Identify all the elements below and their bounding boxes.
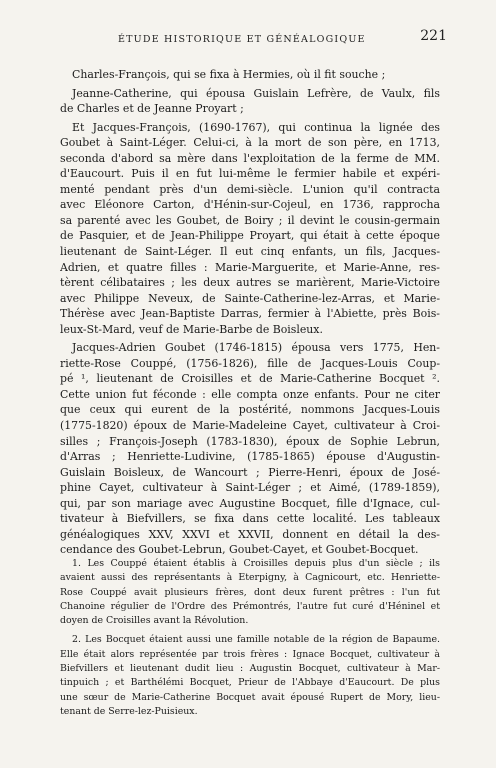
paragraph bbox=[60, 86, 440, 117]
text-line: menté pendant près d'un demi-siècle. L'union qu'il contracta bbox=[60, 182, 440, 196]
text-line: lieutenant de Saint-Léger. Il eut cinq enfants, un fils, Jacques- bbox=[60, 245, 440, 259]
text-line: Elle était alors représentée par trois frères : Ignace Bocquet, cultivateur à bbox=[60, 648, 440, 660]
text-line: cendance des Goubet-Lebrun, Goubet-Cayet, et Goubet-Bocquet. bbox=[60, 543, 419, 557]
text-line: seconda d'abord sa mère dans l'exploitation de la ferme de MM. bbox=[60, 151, 440, 165]
paragraph bbox=[60, 120, 440, 338]
footnotes bbox=[60, 557, 440, 719]
text-line: avec Eléonore Carton, d'Hénin-sur-Cojeul, en 1736, rapprocha bbox=[60, 198, 440, 212]
text-line: silles ; François-Joseph (1783-1830), époux de Sophie Lebrun, bbox=[60, 434, 440, 448]
text-line: une sœur de Marie-Catherine Bocquet avait épousé Rupert de Mory, lieu- bbox=[60, 691, 440, 703]
text-line: doyen de Croisilles avant la Révolution. bbox=[60, 615, 249, 627]
text-line: 2. Les Bocquet étaient aussi une famille notable de la région de Bapaume. bbox=[72, 634, 440, 646]
page-number: 221 bbox=[420, 28, 447, 44]
text-line: Thérèse avec Jean-Baptiste Darras, fermier à l'Abiette, près Bois- bbox=[60, 307, 440, 321]
text-line: Et Jacques-François, (1690-1767), qui continua la lignée des bbox=[72, 120, 440, 134]
text-line: pé ¹, lieutenant de Croisilles et de Marie-Catherine Bocquet ². bbox=[60, 372, 440, 386]
text-line: riette-Rose Couppé, (1756-1826), fille de Jacques-Louis Coup- bbox=[60, 356, 440, 370]
text-line: d'Arras ; Henriette-Ludivine, (1785-1865) épouse d'Augustin- bbox=[60, 450, 440, 464]
text-line: de Pasquier, et de Jean-Philippe Proyart, qui était à cette époque bbox=[60, 229, 440, 243]
text-line: tinpuich ; et Barthélémi Bocquet, Prieur de l'Abbaye d'Eaucourt. De plus bbox=[60, 677, 440, 689]
text-line: généalogiques XXV, XXVI et XXVII, donnent en détail la des- bbox=[60, 527, 440, 541]
text-line: leux-St-Mard, veuf de Marie-Barbe de Boisleux. bbox=[60, 322, 323, 336]
text-line: Jeanne-Catherine, qui épousa Guislain Lefrère, de Vaulx, fils bbox=[72, 86, 440, 100]
text-line: tivateur à Biefvillers, se fixa dans cette localité. Les tableaux bbox=[60, 512, 440, 526]
text-line: qui, par son mariage avec Augustine Bocquet, fille d'Ignace, cul- bbox=[60, 496, 440, 510]
text-line: Cette union fut féconde : elle compta onze enfants. Pour ne citer bbox=[60, 387, 440, 401]
text-line: Jacques-Adrien Goubet (1746-1815) épousa vers 1775, Hen- bbox=[72, 341, 440, 355]
text-line: Charles-François, qui se fixa à Hermies, où il fit souche ; bbox=[72, 68, 386, 81]
text-line: d'Eaucourt. Puis il en fut lui-même le fermier habile et expéri- bbox=[60, 167, 440, 181]
footnote bbox=[60, 633, 440, 719]
text-line: Guislain Boisleux, de Wancourt ; Pierre-Henri, époux de José- bbox=[60, 465, 440, 479]
text-line: Chanoine régulier de l'Ordre des Prémontrés, l'autre fut curé d'Héninel et bbox=[60, 600, 440, 612]
text-line: 1. Les Couppé étaient établis à Croisilles depuis plus d'un siècle ; ils bbox=[72, 558, 440, 569]
main-text bbox=[60, 67, 440, 558]
paragraph bbox=[60, 67, 440, 83]
text-line: avaient aussi des représentants à Eterpigny, à Cagnicourt, etc. Henriette- bbox=[60, 572, 440, 584]
text-line: Biefvillers et lieutenant dudit lieu : Augustin Bocquet, cultivateur à Mar- bbox=[60, 663, 440, 675]
text-line: phine Cayet, cultivateur à Saint-Léger ; et Aimé, (1789-1859), bbox=[60, 481, 440, 495]
text-line: Rose Couppé avait plusieurs frères, dont deux furent prêtres : l'un fut bbox=[60, 586, 440, 598]
footnote bbox=[60, 557, 440, 628]
text-line: que ceux qui eurent de la postérité, nommons Jacques-Louis bbox=[60, 403, 440, 417]
text-line: Adrien, et quatre filles : Marie-Marguerite, et Marie-Anne, res- bbox=[60, 260, 440, 274]
text-line: sa parenté avec les Goubet, de Boiry ; il devint le cousin-germain bbox=[60, 213, 440, 227]
running-title: ÉTUDE HISTORIQUE ET GÉNÉALOGIQUE bbox=[118, 34, 366, 45]
text-line: Goubet à Saint-Léger. Celui-ci, à la mort de son père, en 1713, bbox=[60, 136, 440, 150]
running-head bbox=[0, 22, 496, 44]
text-line: de Charles et de Jeanne Proyart ; bbox=[60, 102, 244, 116]
text-line: (1775-1820) époux de Marie-Madeleine Cayet, cultivateur à Croi- bbox=[60, 419, 440, 433]
text-line: avec Philippe Neveux, de Sainte-Catherine-lez-Arras, et Marie- bbox=[60, 291, 440, 305]
text-line: tenant de Serre-lez-Puisieux. bbox=[60, 705, 198, 717]
paragraph bbox=[60, 340, 440, 558]
text-line: tèrent célibataires ; les deux autres se marièrent, Marie-Victoire bbox=[60, 276, 440, 290]
